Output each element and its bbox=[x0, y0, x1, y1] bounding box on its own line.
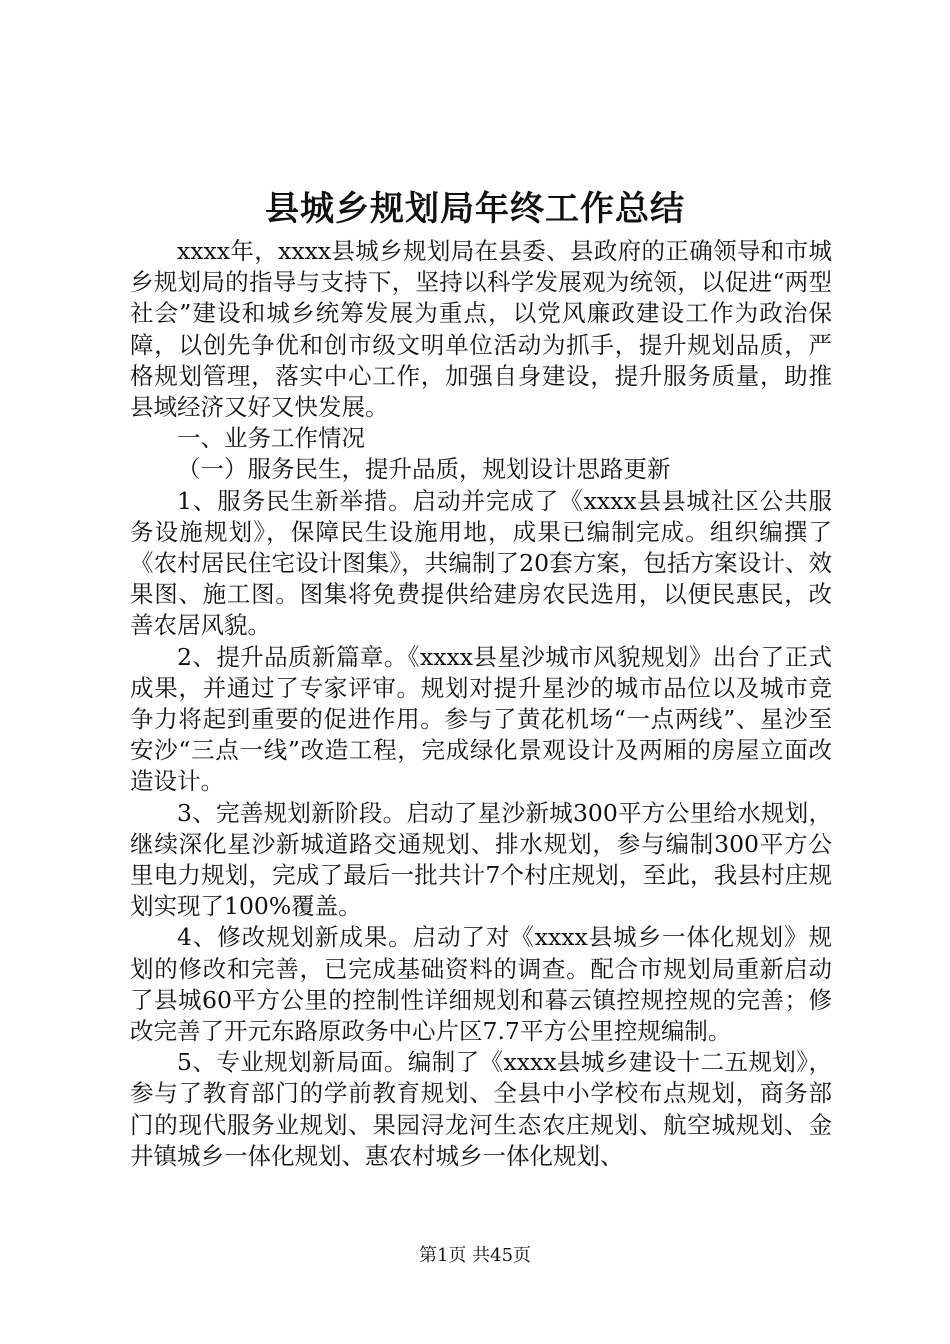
subsection-heading-service: （一）服务民生，提升品质，规划设计思路更新 bbox=[177, 455, 671, 484]
page-footer: 第1页 共45页 bbox=[418, 1245, 532, 1266]
paragraph-item-5: 5、专业规划新局面。编制了《xxxx县城乡建设十二五规划》，参与了教育部门的学前教育规划、全县中小学校布点规划，商务部门的现代服务业规划、果园浔龙河生态农庄规划、航空城规划、金井镇城乡一体化规划、惠农村城乡一体化规划、 bbox=[130, 1048, 832, 1170]
paragraph-item-1: 1、服务民生新举措。启动并完成了《xxxx县县城社区公共服务设施规划》，保障民生设施用地，成果已编制完成。组织编撰了《农村居民住宅设计图集》，共编制了20套方案，包括方案设计、效果图、施工图。图集将免费提供给建房农民选用，以便民惠民，改善农居风貌。 bbox=[130, 486, 832, 640]
section-heading-business: 一、业务工作情况 bbox=[177, 424, 365, 453]
document-title: 县城乡规划局年终工作总结 bbox=[265, 189, 685, 229]
paragraph-intro: xxxx年，xxxx县城乡规划局在县委、县政府的正确领导和市城乡规划局的指导与支持下，坚持以科学发展观为统领，以促进“两型社会”建设和城乡统筹发展为重点，以党风廉政建设工作为政治保障，以创先争优和创市级文明单位活动为抓手，提升规划品质，严格规划管理，落实中心工作，加强自身建设，提升服务质量，助推县域经济又好又快发展。 bbox=[130, 237, 832, 422]
paragraph-item-2: 2、提升品质新篇章。《xxxx县星沙城市风貌规划》出台了正式成果，并通过了专家评审。规划对提升星沙的城市品位以及城市竞争力将起到重要的促进作用。参与了黄花机场“一点两线”、星沙至安沙“三点一线”改造工程，完成绿化景观设计及两厢的房屋立面改造设计。 bbox=[130, 642, 832, 796]
paragraph-item-4: 4、修改规划新成果。启动了对《xxxx县城乡一体化规划》规划的修改和完善，已完成基础资料的调查。配合市规划局重新启动了县城60平方公里的控制性详细规划和暮云镇控规控规的完善；修改完善了开元东路原政务中心片区7.7平方公里控规编制。 bbox=[130, 923, 832, 1046]
paragraph-item-3: 3、完善规划新阶段。启动了星沙新城300平方公里给水规划，继续深化星沙新城道路交通规划、排水规划，参与编制300平方公里电力规划，完成了最后一批共计7个村庄规划，至此，我县村庄规划实现了100%覆盖。 bbox=[130, 798, 832, 921]
document-body bbox=[130, 236, 832, 1172]
